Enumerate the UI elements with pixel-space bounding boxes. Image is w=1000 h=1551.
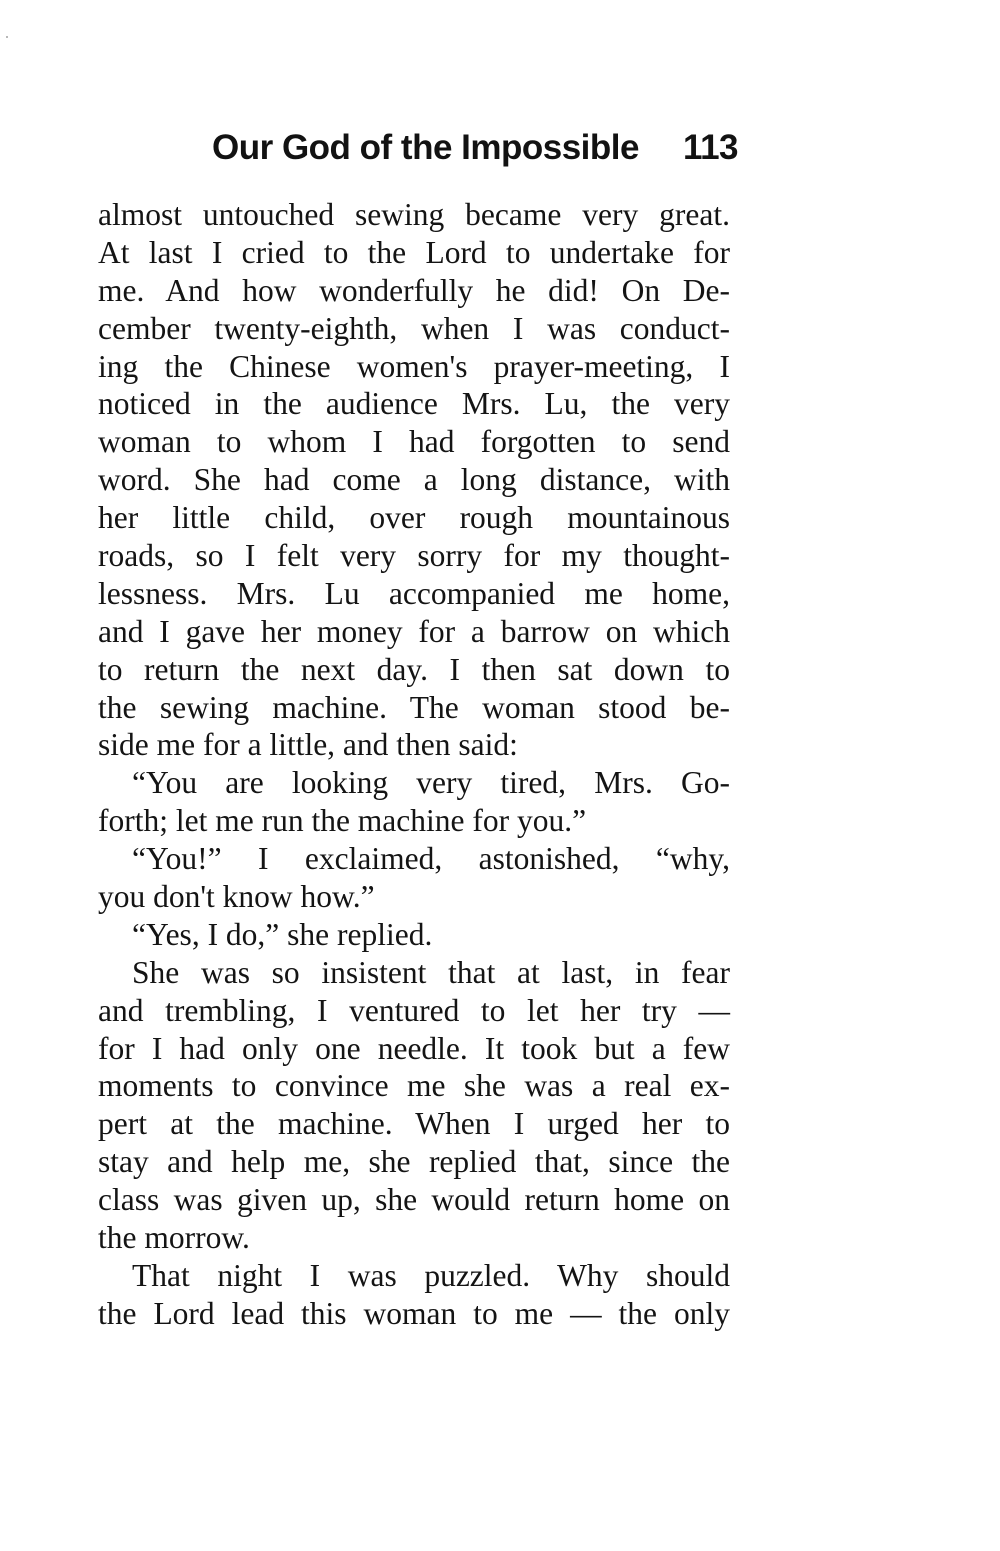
text-line: “You!” I exclaimed, astonished, “why, — [132, 841, 730, 877]
text-line: She was so insistent that at last, in fear — [132, 954, 730, 990]
text-line: you don't know how.” — [98, 879, 375, 915]
text-line: almost untouched sewing became very great. — [98, 197, 730, 232]
text-line: and trembling, I ventured to let her try — — [98, 992, 730, 1028]
text-line: “You are looking very tired, Mrs. Go- — [132, 765, 730, 801]
text-line: and I gave her money for a barrow on which — [98, 613, 730, 649]
scan-speck — [6, 36, 8, 38]
running-title: Our God of the Impossible — [212, 128, 639, 167]
text-line: At last I cried to the Lord to undertake for — [98, 234, 730, 270]
text-line: roads, so I felt very sorry for my thought- — [98, 538, 730, 574]
text-line: That night I was puzzled. Why should — [132, 1257, 730, 1293]
text-line: cember twenty-eighth, when I was conduct- — [98, 310, 730, 346]
text-line: me. And how wonderfully he did! On De- — [98, 272, 730, 308]
text-line: “Yes, I do,” she replied. — [132, 916, 433, 952]
text-line: woman to whom I had forgotten to send — [98, 424, 730, 460]
text-line: class was given up, she would return home on — [98, 1182, 730, 1218]
text-line: for I had only one needle. It took but a few — [98, 1030, 730, 1066]
text-line: pert at the machine. When I urged her to — [98, 1106, 730, 1142]
text-line: forth; let me run the machine for you.” — [98, 803, 587, 839]
text-line: lessness. Mrs. Lu accompanied me home, — [98, 575, 730, 611]
text-line: ing the Chinese women's prayer-meeting, I — [98, 348, 730, 384]
page-number: 113 — [683, 128, 738, 167]
text-line: to return the next day. I then sat down to — [98, 651, 730, 687]
text-line: the morrow. — [98, 1220, 250, 1256]
text-line: stay and help me, she replied that, since the — [98, 1144, 730, 1180]
running-head — [212, 118, 742, 178]
text-line: the Lord lead this woman to me — the only — [98, 1295, 730, 1331]
text-line: side me for a little, and then said: — [98, 727, 518, 763]
body-text — [98, 196, 730, 1333]
text-line: noticed in the audience Mrs. Lu, the very — [98, 386, 730, 422]
text-line: moments to convince me she was a real ex- — [98, 1068, 730, 1104]
text-line: the sewing machine. The woman stood be- — [98, 689, 730, 725]
text-line: word. She had come a long distance, with — [98, 462, 730, 498]
text-line: her little child, over rough mountainous — [98, 500, 730, 536]
